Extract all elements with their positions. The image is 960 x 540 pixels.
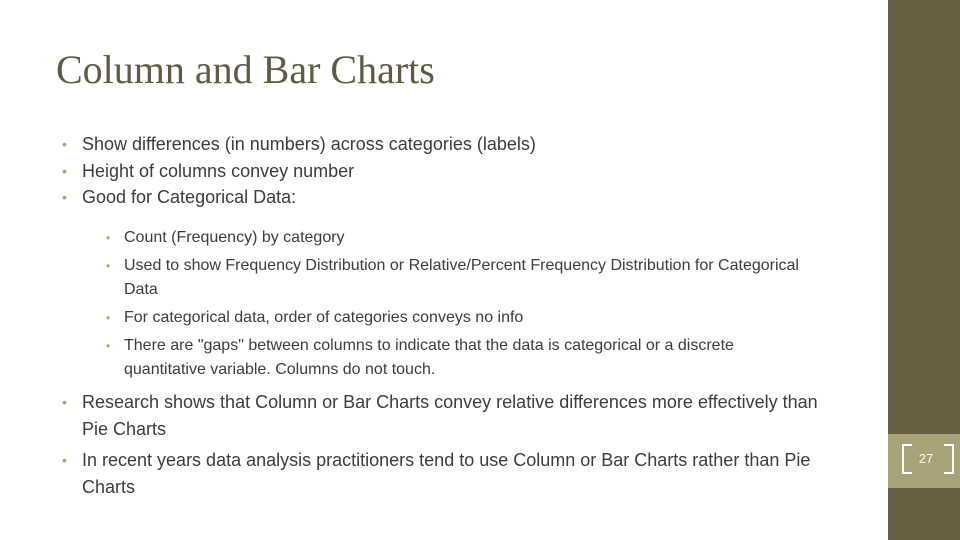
bullet-icon: •	[62, 394, 67, 410]
page-number: 27	[918, 451, 934, 466]
bullet-text: Good for Categorical Data:	[82, 187, 297, 207]
bullet-text: In recent years data analysis practitioners tend to use Column or Bar Charts rather than Pie Charts	[82, 450, 811, 497]
bullet-text: For categorical data, order of categories conveys no info	[124, 309, 524, 326]
bullet-icon: •	[106, 311, 111, 325]
bullet-icon: •	[62, 452, 67, 468]
bullet-icon: •	[62, 189, 67, 205]
sub-bullet-item	[106, 254, 820, 302]
bullet-icon: •	[62, 162, 67, 179]
sub-bullet-item	[106, 334, 820, 382]
bullet-icon: •	[106, 231, 111, 245]
bullet-text: Research shows that Column or Bar Charts convey relative differences more effectively than Pie Charts	[82, 392, 818, 439]
bullet-item	[62, 184, 842, 211]
bullet-item	[62, 389, 842, 442]
bullet-list-main	[62, 131, 842, 216]
bullet-list-bottom	[62, 389, 842, 505]
bullet-text: Count (Frequency) by category	[124, 229, 345, 246]
sub-bullet-item	[106, 226, 820, 250]
bullet-item	[62, 447, 842, 500]
slide-title: Column and Bar Charts	[56, 47, 435, 92]
bullet-text: Height of columns convey number	[82, 160, 355, 181]
sub-bullet-item	[106, 306, 820, 330]
bullet-icon: •	[106, 259, 111, 273]
bullet-text: Show differences (in numbers) across categories (labels)	[82, 134, 536, 154]
bullet-icon: •	[106, 339, 111, 353]
bullet-item	[62, 158, 842, 185]
bullet-icon: •	[62, 136, 67, 152]
bullet-list-sub	[90, 226, 820, 386]
bullet-text: Used to show Frequency Distribution or Relative/Percent Frequency Distribution for Categorical Data	[124, 257, 799, 298]
bullet-item	[62, 131, 842, 158]
bullet-text: There are "gaps" between columns to indicate that the data is categorical or a discrete quantitative variable. Columns do not touch.	[124, 337, 734, 378]
